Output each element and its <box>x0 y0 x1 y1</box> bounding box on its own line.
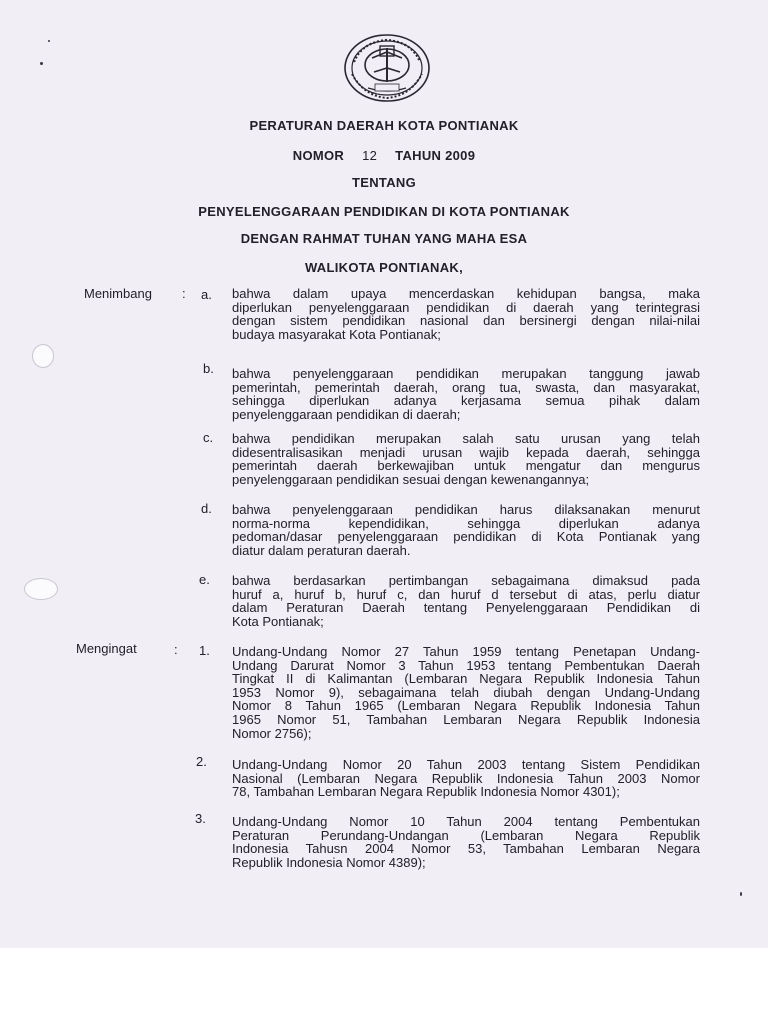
regulation-number-line <box>0 148 768 163</box>
consideration-d <box>232 503 700 557</box>
text-line: norma-norma kependidikan, sehingga diperlukan adanya <box>232 515 700 531</box>
text-line: Undang Darurat Nomor 3 Tahun 1953 tentang Pembentukan Daerah <box>232 657 700 673</box>
nomor-value: 12 <box>362 148 378 163</box>
text-line: Undang-Undang Nomor 27 Tahun 1959 tentang Penetapan Undang- <box>232 644 700 659</box>
text-line: bahwa pendidikan merupakan salah satu urusan yang telah <box>232 431 700 446</box>
text-line: budaya masyarakat Kota Pontianak; <box>232 326 441 342</box>
legal-basis-marker-2: 2. <box>196 754 207 769</box>
mayor-heading: WALIKOTA PONTIANAK, <box>304 260 464 275</box>
text-line: diatur dalam peraturan daerah. <box>232 542 411 558</box>
regulation-title: PERATURAN DAERAH KOTA PONTIANAK <box>249 118 519 133</box>
text-line: Nomor 8 Tahun 1965 (Lembaran Negara Republik Indonesia Tahun <box>232 698 700 714</box>
scan-speck <box>40 62 43 65</box>
consideration-b <box>232 367 700 421</box>
text-line: Nasional (Lembaran Negara Republik Indonesia Tahun 2003 Nomor <box>232 770 700 786</box>
blessing-line: DENGAN RAHMAT TUHAN YANG MAHA ESA <box>240 231 528 246</box>
legal-basis-marker-3: 3. <box>195 811 206 826</box>
text-line: sehingga diperlukan adanya kerjasama semua pihak dalam <box>232 393 700 409</box>
text-line: pemerintah, pemerintah daerah, orang tua, swasta, dan masyarakat, <box>232 379 700 395</box>
text-line: Undang-Undang Nomor 10 Tahun 2004 tentang Pembentukan <box>232 814 700 829</box>
text-line: penyelenggaraan pendidikan di daerah; <box>232 406 461 422</box>
text-line: huruf a, huruf b, huruf c, dan huruf d tersebut di atas, perlu diatur <box>232 586 700 602</box>
consideration-marker-c: c. <box>203 430 214 445</box>
text-line: 78, Tambahan Lembaran Negara Republik Indonesia Nomor 4301); <box>232 784 620 800</box>
mengingat-colon: : <box>174 642 178 657</box>
text-line: didesentralisasikan menjadi urusan wajib kepada daerah, sehingga <box>232 444 700 460</box>
text-line: Indonesia Tahusn 2004 Nomor 53, Tambahan Lembaran Negara <box>232 841 700 857</box>
legal-basis-3 <box>232 815 700 869</box>
text-line: 1965 Nomor 51, Tambahan Lembaran Negara Republik Indonesia <box>232 711 700 727</box>
text-line: dalam Peraturan Daerah tentang Penyelenggaraan Pendidikan di <box>232 600 700 616</box>
text-line: Kota Pontianak; <box>232 613 324 629</box>
nomor-label: NOMOR <box>292 148 345 163</box>
text-line: diperlukan penyelenggaraan pendidikan di daerah yang terintegrasi <box>232 299 700 315</box>
text-line: Undang-Undang Nomor 20 Tahun 2003 tentang Sistem Pendidikan <box>232 757 700 772</box>
text-line: bahwa berdasarkan pertimbangan sebagaimana dimaksud pada <box>232 573 700 588</box>
text-line: pemerintah daerah berkewajiban untuk mengatur dan mengurus <box>232 458 700 474</box>
consideration-e <box>232 574 700 628</box>
text-line: Tingkat II di Kalimantan (Lembaran Negara Republik Indonesia Tahun <box>232 671 700 687</box>
tahun-label: TAHUN 2009 <box>395 148 476 163</box>
consideration-marker-a: a. <box>201 287 212 302</box>
legal-basis-marker-1: 1. <box>199 643 210 658</box>
text-line: pedoman/dasar penyelenggaraan pendidikan di Kota Pontianak yang <box>232 529 700 545</box>
text-line: 1953 Nomor 9), sebagaimana telah diubah dengan Undang-Undang <box>232 684 700 700</box>
menimbang-label: Menimbang <box>84 286 152 301</box>
consideration-c <box>232 432 700 486</box>
text-line: Republik Indonesia Nomor 4389); <box>232 854 426 870</box>
scan-speck <box>48 40 50 42</box>
text-line: Peraturan Perundang-Undangan (Lembaran Negara Republik <box>232 827 700 843</box>
menimbang-colon: : <box>182 286 186 301</box>
city-emblem-icon <box>342 32 432 104</box>
legal-basis-2 <box>232 758 700 799</box>
text-line: Nomor 2756); <box>232 725 312 741</box>
punch-hole <box>24 578 58 600</box>
tentang-heading: TENTANG <box>352 175 416 190</box>
text-line: penyelenggaraan pendidikan sesuai dengan kewenangannya; <box>232 471 590 487</box>
consideration-marker-b: b. <box>203 361 214 376</box>
text-line: bahwa dalam upaya mencerdaskan kehidupan bangsa, maka <box>232 286 700 301</box>
text-line: bahwa penyelenggaraan pendidikan harus dilaksanakan menurut <box>232 502 700 517</box>
page-margin-blank <box>0 948 768 1024</box>
consideration-marker-d: d. <box>201 501 212 516</box>
scan-speck <box>740 892 742 896</box>
punch-hole <box>32 344 54 368</box>
consideration-a <box>232 287 700 341</box>
mengingat-label: Mengingat <box>76 641 137 656</box>
text-line: dengan sistem pendidikan nasional dan bersinergi dengan nilai-nilai <box>232 313 700 329</box>
regulation-subject: PENYELENGGARAAN PENDIDIKAN DI KOTA PONTIANAK <box>198 204 570 219</box>
text-line: bahwa penyelenggaraan pendidikan merupakan tanggung jawab <box>232 366 700 381</box>
legal-basis-1 <box>232 645 700 740</box>
consideration-marker-e: e. <box>199 572 210 587</box>
